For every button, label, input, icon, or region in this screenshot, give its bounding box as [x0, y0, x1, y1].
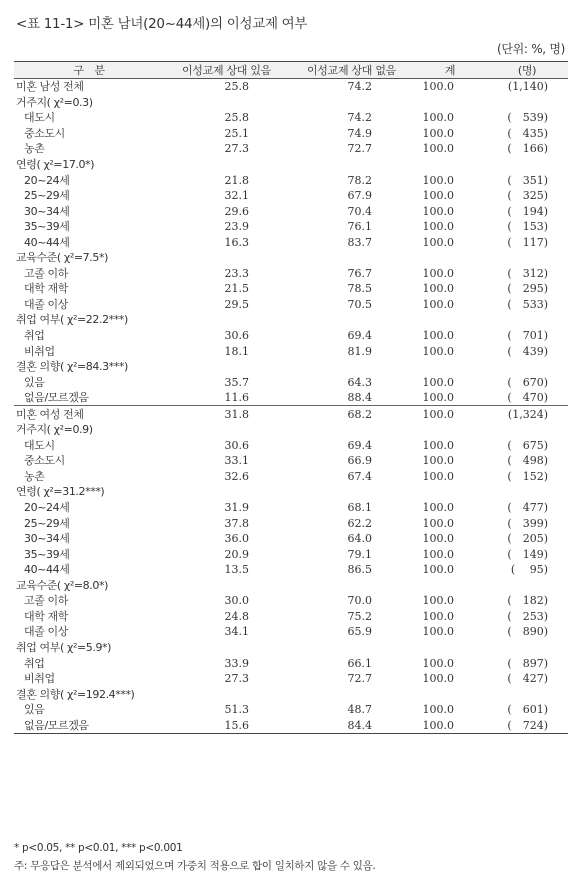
- cell-c1: 27.3: [224, 142, 249, 156]
- table-row: [14, 717, 568, 733]
- cell-c4: ( 533): [507, 297, 548, 311]
- cell-c4: ( 166): [507, 142, 548, 156]
- cell-c1: 32.6: [224, 469, 249, 483]
- table-row: [14, 390, 568, 406]
- cell-c3: 100.0: [414, 717, 486, 733]
- cell-c3: 100.0: [422, 204, 454, 218]
- cell-c2: 66.1: [347, 656, 372, 670]
- cell-c2: 75.2: [347, 609, 372, 623]
- cell-c4: ( 182): [507, 594, 548, 608]
- table-row: [14, 562, 568, 578]
- row-label: 미혼 남성 전체: [16, 80, 84, 94]
- cell-c4: ( 701): [507, 329, 548, 343]
- row-label: 35~39세: [24, 547, 70, 561]
- cell-c2: 78.2: [347, 173, 372, 187]
- cell-c4: ( 153): [507, 220, 548, 234]
- row-label: 없음/모르겠음: [24, 391, 89, 405]
- cell-c3: 100.0: [422, 126, 454, 140]
- cell-c1: 51.3: [224, 703, 249, 717]
- row-label: 취업: [24, 656, 45, 670]
- row-label: 교육수준( χ²=7.5*): [16, 251, 108, 265]
- cell-c4: ( 670): [507, 375, 548, 389]
- cell-c3: 100.0: [422, 516, 454, 530]
- cell-c1: 21.5: [224, 282, 249, 296]
- cell-c2: 79.1: [347, 547, 372, 561]
- row-label: 대졸 이상: [24, 625, 69, 639]
- row-label: 연령( χ²=17.0*): [16, 158, 95, 171]
- cell-c4: ( 205): [507, 532, 548, 546]
- cell-c3: 100.0: [422, 220, 454, 234]
- row-label: 비취업: [24, 344, 55, 358]
- row-label: 있음: [24, 703, 45, 717]
- cell-c1: 36.0: [224, 532, 249, 546]
- table-row: [14, 203, 568, 219]
- data-table-container: [14, 61, 568, 734]
- row-label: 고졸 이하: [24, 266, 69, 280]
- header-count: (명): [486, 62, 568, 79]
- cell-c1: 23.9: [224, 220, 249, 234]
- cell-c4: ( 427): [507, 672, 548, 686]
- row-label: 교육수준( χ²=8.0*): [16, 578, 108, 592]
- table-row: [14, 374, 568, 390]
- table-row: [14, 281, 568, 297]
- row-label: 대졸 이상: [24, 297, 69, 311]
- table-row-group: [14, 95, 568, 111]
- table-row: [14, 110, 568, 126]
- cell-c4: ( 477): [507, 501, 548, 515]
- table-row-group: [14, 422, 568, 438]
- row-label: 대학 재학: [24, 282, 69, 296]
- cell-c1: 29.6: [224, 204, 249, 218]
- cell-c2: 65.9: [347, 625, 372, 639]
- cell-c4: ( 149): [507, 547, 548, 561]
- cell-c4: ( 470): [507, 391, 548, 405]
- cell-c2: 74.2: [347, 111, 372, 125]
- cell-c3: 100.0: [422, 329, 454, 343]
- cell-c2: 69.4: [347, 329, 372, 343]
- row-label: 중소도시: [24, 454, 65, 468]
- row-label: 40~44세: [24, 235, 70, 249]
- row-label: 40~44세: [24, 563, 70, 577]
- table-row-total: [14, 79, 568, 95]
- cell-c3: 100.0: [422, 594, 454, 608]
- cell-c2: 66.9: [347, 454, 372, 468]
- cell-c2: 83.7: [347, 235, 372, 249]
- table-row: [14, 546, 568, 562]
- row-label: 농촌: [24, 469, 45, 483]
- cell-c4: ( 325): [507, 189, 548, 203]
- table-row-group: [14, 686, 568, 702]
- cell-c1: 21.8: [224, 173, 249, 187]
- cell-c3: 100.0: [422, 625, 454, 639]
- cell-c4: ( 439): [507, 344, 548, 358]
- row-label: 20~24세: [24, 173, 70, 187]
- cell-c2: 81.9: [347, 344, 372, 358]
- table-row: [14, 469, 568, 485]
- cell-c1: 27.3: [224, 672, 249, 686]
- table-row: [14, 609, 568, 625]
- cell-c1: 35.7: [224, 375, 249, 389]
- cell-c1: 23.3: [224, 266, 249, 280]
- cell-c4: ( 539): [507, 111, 548, 125]
- cell-c4: ( 897): [507, 656, 548, 670]
- cell-c1: 30.6: [224, 329, 249, 343]
- cell-c1: 37.8: [224, 516, 249, 530]
- cell-c1: 31.8: [164, 406, 289, 422]
- row-label: 취업 여부( χ²=22.2***): [16, 313, 128, 327]
- cell-c4: (1,140): [507, 80, 548, 94]
- cell-c1: 32.1: [224, 189, 249, 203]
- cell-c1: 33.1: [224, 454, 249, 468]
- table-row-group: [14, 484, 568, 500]
- cell-c4: ( 312): [507, 266, 548, 280]
- table-row: [14, 438, 568, 454]
- row-label: 취업 여부( χ²=5.9*): [16, 640, 112, 654]
- cell-c1: 34.1: [224, 625, 249, 639]
- cell-c3: 100.0: [422, 501, 454, 515]
- cell-c4: ( 152): [507, 469, 548, 483]
- cell-c2: 62.2: [347, 516, 372, 530]
- cell-c4: ( 675): [507, 438, 548, 452]
- cell-c2: 48.7: [347, 703, 372, 717]
- table-row: [14, 328, 568, 344]
- row-label: 미혼 여성 전체: [14, 406, 164, 422]
- header-total: 계: [414, 62, 486, 79]
- table-row: [14, 593, 568, 609]
- row-label: 30~34세: [24, 204, 70, 218]
- table-row: [14, 141, 568, 157]
- cell-c4: ( 95): [510, 563, 548, 577]
- header-no-partner: 이성교제 상대 없음: [289, 62, 414, 79]
- cell-c2: 64.0: [347, 532, 372, 546]
- cell-c4: ( 724): [486, 717, 568, 733]
- cell-c2: 70.4: [347, 204, 372, 218]
- cell-c3: 100.0: [422, 142, 454, 156]
- cell-c3: 100.0: [422, 454, 454, 468]
- cell-c4: ( 295): [507, 282, 548, 296]
- cell-c3: 100.0: [422, 563, 454, 577]
- table-row: [14, 671, 568, 687]
- row-label: 농촌: [24, 142, 45, 156]
- row-label: 35~39세: [24, 220, 70, 234]
- row-label: 25~29세: [24, 189, 70, 203]
- table-row: [14, 343, 568, 359]
- cell-c1: 31.9: [224, 501, 249, 515]
- cell-c1: 20.9: [224, 547, 249, 561]
- cell-c4: ( 601): [507, 703, 548, 717]
- table-body: [14, 79, 568, 734]
- row-label: 대도시: [24, 438, 55, 452]
- row-label: 중소도시: [24, 126, 65, 140]
- cell-c4: ( 194): [507, 204, 548, 218]
- cell-c2: 76.1: [347, 220, 372, 234]
- cell-c2: 72.7: [347, 672, 372, 686]
- row-label: 취업: [24, 329, 45, 343]
- table-title: <표 11-1> 미혼 남녀(20~44세)의 이성교제 여부: [16, 16, 308, 32]
- cell-c1: 30.6: [224, 438, 249, 452]
- table-row: [14, 126, 568, 142]
- table-row-group: [14, 640, 568, 656]
- cell-c4: ( 117): [507, 235, 548, 249]
- cell-c4: ( 253): [507, 609, 548, 623]
- table-row: [14, 234, 568, 250]
- cell-c2: 68.2: [289, 406, 414, 422]
- table-row: [14, 219, 568, 235]
- cell-c3: 100.0: [422, 438, 454, 452]
- row-label: 30~34세: [24, 532, 70, 546]
- cell-c2: 67.9: [347, 189, 372, 203]
- table-row: [14, 297, 568, 313]
- row-label: 연령( χ²=31.2***): [16, 485, 105, 499]
- row-label: 대도시: [24, 111, 55, 125]
- unit-label: (단위: %, 명): [496, 42, 565, 56]
- header-category: 구 분: [14, 62, 164, 79]
- table-row-group: [14, 312, 568, 328]
- cell-c1: 11.6: [224, 391, 249, 405]
- cell-c3: 100.0: [422, 375, 454, 389]
- table-row-group: [14, 359, 568, 375]
- cell-c4: ( 399): [507, 516, 548, 530]
- table-row: [14, 266, 568, 282]
- cell-c3: 100.0: [422, 235, 454, 249]
- cell-c4: ( 351): [507, 173, 548, 187]
- header-has-partner: 이성교제 상대 있음: [164, 62, 289, 79]
- table-row: [14, 702, 568, 718]
- data-table: [14, 61, 568, 734]
- cell-c3: 100.0: [422, 547, 454, 561]
- footnote-note: 주: 무응답은 분석에서 제외되었으며 가중치 적용으로 합이 일치하지 않을 수 있음.: [14, 860, 376, 872]
- cell-c2: 88.4: [347, 391, 372, 405]
- table-row: [14, 515, 568, 531]
- row-label: 결혼 의향( χ²=84.3***): [16, 360, 128, 374]
- table-row: [14, 655, 568, 671]
- table-row: [14, 188, 568, 204]
- cell-c3: 100.0: [422, 344, 454, 358]
- cell-c3: 100.0: [422, 609, 454, 623]
- table-row: [14, 500, 568, 516]
- cell-c4: ( 498): [507, 454, 548, 468]
- table-row: [14, 172, 568, 188]
- table-row: [14, 453, 568, 469]
- row-label: 비취업: [24, 672, 55, 686]
- cell-c3: 100.0: [422, 391, 454, 405]
- cell-c3: 100.0: [422, 703, 454, 717]
- cell-c2: 67.4: [347, 469, 372, 483]
- cell-c1: 25.8: [224, 111, 249, 125]
- cell-c3: 100.0: [422, 297, 454, 311]
- cell-c2: 74.2: [347, 80, 372, 94]
- table-header-row: [14, 62, 568, 79]
- cell-c2: 68.1: [347, 501, 372, 515]
- cell-c4: (1,324): [486, 406, 568, 422]
- cell-c3: 100.0: [422, 469, 454, 483]
- cell-c3: 100.0: [422, 672, 454, 686]
- cell-c2: 74.9: [347, 126, 372, 140]
- cell-c2: 84.4: [289, 717, 414, 733]
- table-row-total: [14, 406, 568, 422]
- cell-c1: 33.9: [224, 656, 249, 670]
- cell-c2: 70.5: [347, 297, 372, 311]
- row-label: 25~29세: [24, 516, 70, 530]
- row-label: 거주지( χ²=0.9): [16, 423, 93, 437]
- cell-c1: 13.5: [224, 563, 249, 577]
- cell-c2: 64.3: [347, 375, 372, 389]
- cell-c3: 100.0: [422, 266, 454, 280]
- cell-c1: 15.6: [164, 717, 289, 733]
- cell-c3: 100.0: [422, 189, 454, 203]
- cell-c2: 72.7: [347, 142, 372, 156]
- row-label: 고졸 이하: [24, 594, 69, 608]
- row-label: 있음: [24, 375, 45, 389]
- row-label: 결혼 의향( χ²=192.4***): [16, 687, 135, 701]
- row-label: 대학 재학: [24, 609, 69, 623]
- cell-c3: 100.0: [422, 80, 454, 94]
- cell-c1: 25.1: [224, 126, 249, 140]
- cell-c3: 100.0: [414, 406, 486, 422]
- cell-c1: 30.0: [224, 594, 249, 608]
- row-label: 20~24세: [24, 501, 70, 515]
- table-row: [14, 624, 568, 640]
- cell-c3: 100.0: [422, 656, 454, 670]
- table-row-group: [14, 157, 568, 173]
- cell-c1: 18.1: [224, 344, 249, 358]
- cell-c3: 100.0: [422, 111, 454, 125]
- cell-c1: 25.8: [224, 80, 249, 94]
- table-row: [14, 531, 568, 547]
- cell-c3: 100.0: [422, 532, 454, 546]
- table-row-group: [14, 578, 568, 594]
- table-row-group: [14, 250, 568, 266]
- cell-c3: 100.0: [422, 173, 454, 187]
- row-label: 없음/모르겠음: [14, 717, 164, 733]
- cell-c4: ( 435): [507, 126, 548, 140]
- cell-c2: 86.5: [347, 563, 372, 577]
- cell-c2: 76.7: [347, 266, 372, 280]
- cell-c4: ( 890): [507, 625, 548, 639]
- cell-c3: 100.0: [422, 282, 454, 296]
- cell-c2: 78.5: [347, 282, 372, 296]
- cell-c2: 70.0: [347, 594, 372, 608]
- cell-c1: 16.3: [224, 235, 249, 249]
- cell-c1: 24.8: [224, 609, 249, 623]
- cell-c1: 29.5: [224, 297, 249, 311]
- row-label: 거주지( χ²=0.3): [16, 95, 93, 109]
- cell-c2: 69.4: [347, 438, 372, 452]
- footnote-significance: * p<0.05, ** p<0.01, *** p<0.001: [14, 842, 183, 854]
